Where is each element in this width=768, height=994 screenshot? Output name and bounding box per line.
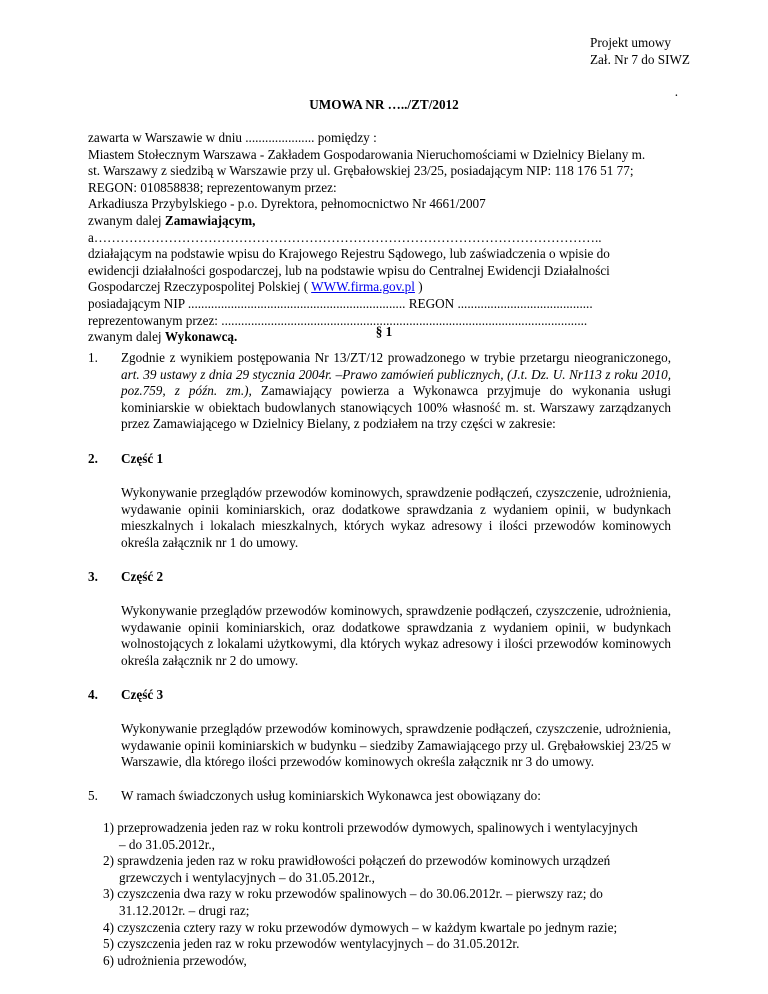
duty-continuation <box>103 870 675 887</box>
duty-number: 3) <box>103 886 114 902</box>
part-1-body: Wykonywanie przeglądów przewodów kominowych, sprawdzenie podłączeń, czyszczenie, udrożnienia, wydawanie opinii kominiarskich, oraz dodatkowe sprawdzania z wydaniem opinii, w budynkach mieszkalnych i lokalach mieszkalnych, których wykaz adresowy i ilości przewodów kominowych określa załącznik nr 1 do umowy. <box>121 485 671 550</box>
duty-cont-text: grzewczych i wentylacyjnych – do 31.05.2012r., <box>119 869 375 885</box>
document-header <box>590 35 760 68</box>
intro-line: działającym na podstawie wpisu do Krajowego Rejestru Sądowego, lub zaświadczenia o wpisie do <box>88 246 610 262</box>
intro-line: a…………………………………………………………………………………………………….. <box>88 229 602 245</box>
intro-line: Miastem Stołecznym Warszawa - Zakładem Gospodarowania Nieruchomościami w Dzielnicy Bielany m. <box>88 146 646 162</box>
intro-line: st. Warszawy z siedzibą w Warszawie przy ul. Grębałowskiej 23/25, posiadającym NIP: 118 176 51 77; <box>88 163 634 179</box>
parties-intro <box>88 130 678 346</box>
duty-text: czyszczenia cztery razy w roku przewodów dymowych – w każdym kwartale po jednym razie; <box>117 919 618 935</box>
duty-text: czyszczenia dwa razy w roku przewodów spalinowych – do 30.06.2012r. – pierwszy raz; do <box>117 886 603 902</box>
item-number: 2. <box>88 451 98 466</box>
intro-text: ) <box>414 279 423 295</box>
intro-line: reprezentowanym przez: ............................................................................................................... <box>88 312 588 328</box>
item-1-legal-basis: art. 39 ustawy z dnia 29 stycznia 2004r. –Prawo zamówień publicznych, (J.t. Dz. U. Nr113 z roku 2010, poz.759, z późn. zm.), <box>121 366 671 399</box>
item-3-heading <box>121 569 671 586</box>
duty-line <box>103 853 675 870</box>
item-4-text <box>121 721 671 771</box>
list-item <box>103 853 675 886</box>
part-3-body: Wykonywanie przeglądów przewodów kominowych, sprawdzenie podłączeń, czyszczenie, udrożnienia, wydawanie opinii kominiarskich w budynku – siedziby Zamawiającego przy ul. Grębałowskiej 23/25 w Warszawie, dla którego ilości przewodów kominowych określa załącznik nr 3 do umowy. <box>121 721 671 770</box>
duty-line <box>103 936 675 953</box>
duty-text: przeprowadzenia jeden raz w roku kontroli przewodów dymowych, spalinowych i wentylacyjnych <box>117 820 638 835</box>
duty-number: 1) <box>103 820 114 835</box>
duty-line <box>103 820 675 837</box>
duty-line <box>103 886 675 903</box>
intro-line: posiadającym NIP .................................................................. REGON ......................................... <box>88 295 593 311</box>
item-1-part1: Zgodnie z wynikiem postępowania Nr 13/ZT/12 prowadzonego w trybie przetargu nieograniczonego, <box>121 350 671 365</box>
duty-line <box>103 920 675 937</box>
intro-text: zwanym dalej <box>88 329 165 345</box>
header-attachment-label: Zał. Nr 7 do SIWZ <box>590 51 690 67</box>
list-item <box>103 886 675 919</box>
intro-line: REGON: 010858838; reprezentowanym przez: <box>88 179 337 195</box>
intro-line <box>88 213 678 230</box>
item-1-part2: Zamawiający powierza a Wykonawca przyjmuje do wykonania usługi kominiarskie w obiektach budowlanych stanowiących 100% własność m. st. Warszawy zarządzanych przez Zamawiającego w Dzielnicy Bielany, z podziałem na trzy części w zakresie: <box>121 383 671 432</box>
duty-text: udrożnienia przewodów, <box>117 952 247 968</box>
header-project-label: Projekt umowy <box>590 35 671 50</box>
item-3-text <box>121 603 671 669</box>
list-item <box>103 953 675 970</box>
intro-text: Gospodarczej Rzeczypospolitej Polskiej ( <box>88 279 312 295</box>
duty-cont-text: – do 31.05.2012r., <box>119 836 215 852</box>
item-5-text <box>121 788 671 805</box>
item-number: 3. <box>88 569 98 584</box>
duties-list <box>103 820 675 969</box>
duty-continuation <box>103 837 675 854</box>
item-number: 4. <box>88 687 98 702</box>
list-item <box>103 820 675 853</box>
section-sign: § 1 <box>375 324 393 339</box>
duty-number: 2) <box>103 853 114 869</box>
item-2-heading <box>121 451 671 468</box>
item-1-text <box>121 350 671 433</box>
intro-line: ewidencji działalności gospodarczej, lub na podstawie wpisu do Centralnej Ewidencji Działalności <box>88 262 610 278</box>
intro-line <box>88 279 678 296</box>
item-number: 1. <box>88 350 98 365</box>
duty-number: 4) <box>103 919 114 935</box>
ordering-party-label: Zamawiającym, <box>164 212 256 228</box>
item-5-body: W ramach świadczonych usług kominiarskich Wykonawca jest obowiązany do: <box>121 788 541 803</box>
part-2-heading: Część 2 <box>121 569 164 584</box>
firma-gov-link[interactable]: WWW.firma.gov.pl <box>311 279 415 295</box>
list-item <box>103 936 675 953</box>
duty-continuation <box>103 903 675 920</box>
item-1-paragraph <box>121 350 671 433</box>
duty-text: sprawdzenia jeden raz w roku prawidłowości połączeń do przewodów kominowych urządzeń <box>117 853 611 869</box>
intro-line: Arkadiusza Przybylskiego - p.o. Dyrektora, pełnomocnictwo Nr 4661/2007 <box>88 196 486 212</box>
list-item <box>103 920 675 937</box>
item-number: 5. <box>88 788 98 803</box>
contractor-label: Wykonawcą. <box>164 329 238 345</box>
duty-line <box>103 953 675 970</box>
item-2-text <box>121 485 671 551</box>
part-1-heading: Część 1 <box>121 451 164 466</box>
part-3-heading: Część 3 <box>121 687 164 702</box>
duty-cont-text: 31.12.2012r. – drugi raz; <box>119 902 250 918</box>
duty-number: 6) <box>103 952 114 968</box>
duty-number: 5) <box>103 936 114 952</box>
part-2-body: Wykonywanie przeglądów przewodów kominowych, sprawdzenie podłączeń, czyszczenie, udrożnienia, wydawanie opinii kominiarskich, oraz dodatkowe sprawdzania z wydaniem opinii, w budynkach wolnostojących z lokalami użytkowymi, dla których wykaz adresowy i ilości przewodów kominowych określa załącznik nr 2 do umowy. <box>121 603 671 668</box>
document-title: UMOWA NR …../ZT/2012 <box>309 97 459 112</box>
duty-text: czyszczenia jeden raz w roku przewodów wentylacyjnych – do 31.05.2012r. <box>117 936 520 952</box>
intro-line: zawarta w Warszawie w dniu ..................... pomiędzy : <box>88 130 377 145</box>
header-dot: . <box>674 84 678 99</box>
item-4-heading <box>121 687 671 704</box>
intro-text: zwanym dalej <box>88 212 165 228</box>
